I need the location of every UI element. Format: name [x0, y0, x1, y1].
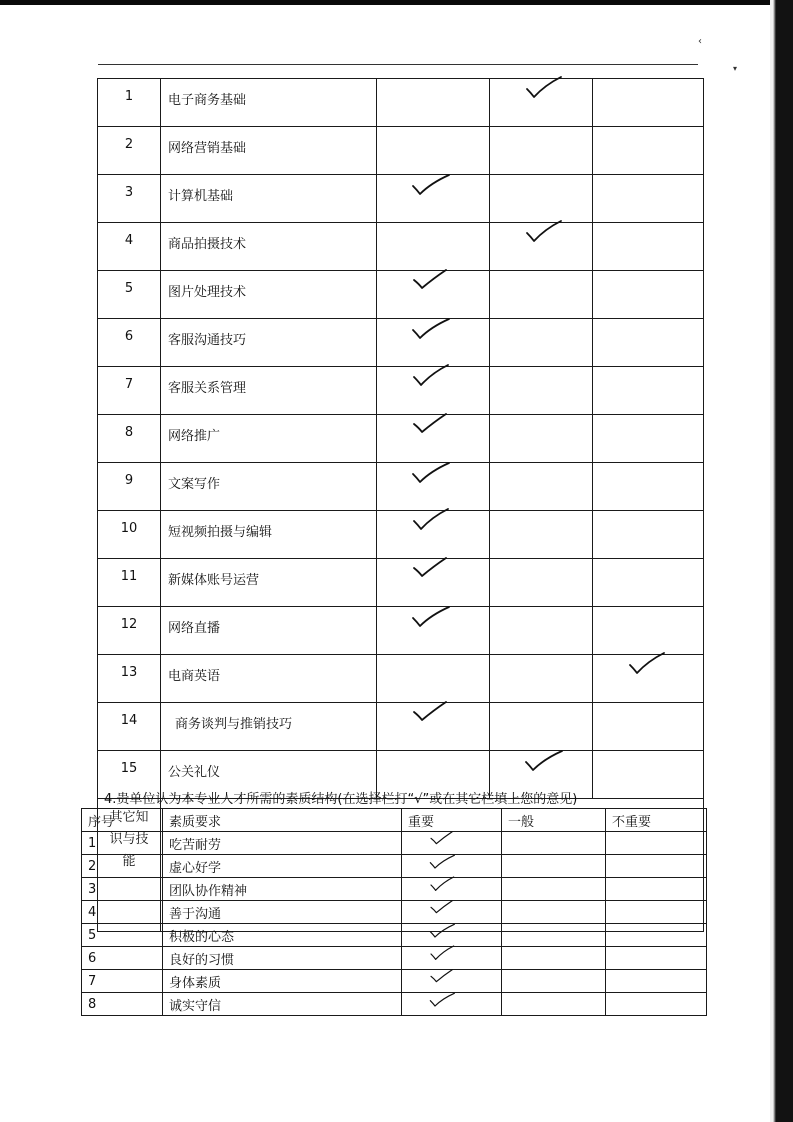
- rating-cell-general[interactable]: [490, 79, 593, 127]
- rating-cell-general[interactable]: [490, 607, 593, 655]
- rating-cell-important[interactable]: [377, 271, 490, 319]
- quality-name: 身体素质: [163, 970, 402, 993]
- rating-cell-important[interactable]: [402, 855, 502, 878]
- quality-row: [82, 855, 707, 878]
- other-label-line: 能: [122, 854, 136, 869]
- header-no: 序号: [82, 809, 163, 832]
- rating-cell-general[interactable]: [490, 415, 593, 463]
- knowledge-name: 网络营销基础: [161, 127, 377, 175]
- row-number: 6: [98, 319, 161, 367]
- row-number: 1: [98, 79, 161, 127]
- rating-cell-general[interactable]: [490, 559, 593, 607]
- rating-cell-not-important[interactable]: [593, 223, 704, 271]
- quality-name: 积极的心态: [163, 924, 402, 947]
- row-number: 13: [98, 655, 161, 703]
- rating-cell-not-important[interactable]: [606, 832, 707, 855]
- rating-cell-general[interactable]: [502, 832, 606, 855]
- scan-speck: ▾: [733, 64, 738, 73]
- knowledge-name: 计算机基础: [161, 175, 377, 223]
- knowledge-row: [98, 175, 704, 223]
- knowledge-name: 图片处理技术: [161, 271, 377, 319]
- rating-cell-not-important[interactable]: [606, 924, 707, 947]
- knowledge-name: 商品拍摄技术: [161, 223, 377, 271]
- rating-cell-important[interactable]: [377, 703, 490, 751]
- rating-cell-general[interactable]: [502, 970, 606, 993]
- header-general: 一般: [502, 809, 606, 832]
- rating-cell-not-important[interactable]: [593, 751, 704, 799]
- row-number: 1: [82, 832, 163, 855]
- row-number: 8: [82, 993, 163, 1016]
- rating-cell-important[interactable]: [402, 947, 502, 970]
- rating-cell-general[interactable]: [502, 993, 606, 1016]
- rating-cell-general[interactable]: [490, 127, 593, 175]
- knowledge-name: 客服关系管理: [161, 367, 377, 415]
- other-label-line: 其它知: [109, 810, 149, 825]
- rating-cell-not-important[interactable]: [593, 415, 704, 463]
- row-number: 9: [98, 463, 161, 511]
- knowledge-row: [98, 655, 704, 703]
- row-number: 2: [82, 855, 163, 878]
- rating-cell-not-important[interactable]: [593, 703, 704, 751]
- rating-cell-important[interactable]: [402, 901, 502, 924]
- rating-cell-not-important[interactable]: [606, 855, 707, 878]
- rating-cell-important[interactable]: [402, 832, 502, 855]
- rating-cell-general[interactable]: [490, 223, 593, 271]
- rating-cell-not-important[interactable]: [593, 463, 704, 511]
- quality-row: [82, 924, 707, 947]
- rating-cell-general[interactable]: [490, 319, 593, 367]
- quality-row: [82, 947, 707, 970]
- knowledge-row: [98, 511, 704, 559]
- rating-cell-not-important[interactable]: [606, 970, 707, 993]
- rating-cell-important[interactable]: [377, 319, 490, 367]
- rating-cell-general[interactable]: [490, 175, 593, 223]
- knowledge-row: [98, 559, 704, 607]
- scan-edge-top: [0, 0, 793, 5]
- row-number: 14: [98, 703, 161, 751]
- quality-row: [82, 878, 707, 901]
- knowledge-row: [98, 367, 704, 415]
- quality-name: 良好的习惯: [163, 947, 402, 970]
- rating-cell-general[interactable]: [502, 924, 606, 947]
- knowledge-name: 短视频拍摄与编辑: [161, 511, 377, 559]
- rating-cell-important[interactable]: [377, 655, 490, 703]
- rating-cell-not-important[interactable]: [593, 511, 704, 559]
- knowledge-name: 电商英语: [161, 655, 377, 703]
- knowledge-name: 网络直播: [161, 607, 377, 655]
- knowledge-name: 文案写作: [161, 463, 377, 511]
- rating-cell-not-important[interactable]: [593, 655, 704, 703]
- rating-cell-not-important[interactable]: [606, 878, 707, 901]
- rating-cell-not-important[interactable]: [593, 79, 704, 127]
- quality-name: 吃苦耐劳: [163, 832, 402, 855]
- rating-cell-general[interactable]: [490, 463, 593, 511]
- knowledge-row: [98, 127, 704, 175]
- rating-cell-general[interactable]: [502, 878, 606, 901]
- row-number: 12: [98, 607, 161, 655]
- rating-cell-not-important[interactable]: [606, 993, 707, 1016]
- quality-row: [82, 832, 707, 855]
- quality-row: [82, 993, 707, 1016]
- quality-table-header: [82, 809, 707, 832]
- knowledge-row: [98, 415, 704, 463]
- knowledge-row: [98, 703, 704, 751]
- knowledge-row: [98, 463, 704, 511]
- row-number: 4: [82, 901, 163, 924]
- rating-cell-important[interactable]: [402, 924, 502, 947]
- other-label-line: 识与技: [109, 832, 149, 847]
- knowledge-name: 新媒体账号运营: [161, 559, 377, 607]
- rating-cell-important[interactable]: [377, 79, 490, 127]
- rating-cell-important[interactable]: [377, 415, 490, 463]
- rating-cell-important[interactable]: [402, 878, 502, 901]
- rating-cell-not-important[interactable]: [593, 559, 704, 607]
- header-requirement: 素质要求: [163, 809, 402, 832]
- rating-cell-general[interactable]: [490, 271, 593, 319]
- rating-cell-general[interactable]: [502, 947, 606, 970]
- rating-cell-not-important[interactable]: [593, 367, 704, 415]
- rating-cell-important[interactable]: [377, 463, 490, 511]
- row-number: 5: [82, 924, 163, 947]
- header-important: 重要: [402, 809, 502, 832]
- rating-cell-important[interactable]: [402, 993, 502, 1016]
- rating-cell-general[interactable]: [490, 655, 593, 703]
- quality-name: 诚实守信: [163, 993, 402, 1016]
- rating-cell-important[interactable]: [377, 175, 490, 223]
- rating-cell-not-important[interactable]: [593, 271, 704, 319]
- row-number: 15: [98, 751, 161, 799]
- section-4-caption: 4.贵单位认为本专业人才所需的素质结构(在选择栏打“√”或在其它栏填上您的意见): [104, 792, 578, 807]
- knowledge-name: 电子商务基础: [161, 79, 377, 127]
- rating-cell-important[interactable]: [377, 223, 490, 271]
- knowledge-row: [98, 79, 704, 127]
- rating-cell-not-important[interactable]: [606, 901, 707, 924]
- rating-cell-important[interactable]: [402, 970, 502, 993]
- scan-edge-right: [770, 0, 793, 1122]
- quality-name: 虚心好学: [163, 855, 402, 878]
- quality-row: [82, 970, 707, 993]
- rating-cell-general[interactable]: [490, 703, 593, 751]
- rating-cell-important[interactable]: [377, 559, 490, 607]
- row-number: 6: [82, 947, 163, 970]
- scan-speck: ‹: [698, 36, 702, 47]
- rating-cell-general[interactable]: [502, 901, 606, 924]
- knowledge-name: 商务谈判与推销技巧: [161, 703, 377, 751]
- header-not-important: 不重要: [606, 809, 707, 832]
- row-number: 3: [82, 878, 163, 901]
- header-rule: [98, 64, 698, 65]
- row-number: 7: [82, 970, 163, 993]
- knowledge-row: [98, 607, 704, 655]
- quality-table: [81, 808, 707, 1016]
- rating-cell-important[interactable]: [377, 367, 490, 415]
- quality-row: [82, 901, 707, 924]
- row-number: 3: [98, 175, 161, 223]
- knowledge-row: [98, 223, 704, 271]
- rating-cell-important[interactable]: [377, 127, 490, 175]
- rating-cell-general[interactable]: [502, 855, 606, 878]
- knowledge-row: [98, 271, 704, 319]
- quality-name: 善于沟通: [163, 901, 402, 924]
- quality-name: 团队协作精神: [163, 878, 402, 901]
- knowledge-name: 网络推广: [161, 415, 377, 463]
- knowledge-name: 公关礼仪: [161, 751, 377, 799]
- rating-cell-important[interactable]: [377, 607, 490, 655]
- row-number: 7: [98, 367, 161, 415]
- row-number: 10: [98, 511, 161, 559]
- knowledge-row: [98, 319, 704, 367]
- rating-cell-not-important[interactable]: [593, 319, 704, 367]
- row-number: 11: [98, 559, 161, 607]
- rating-cell-not-important[interactable]: [593, 127, 704, 175]
- rating-cell-not-important[interactable]: [606, 947, 707, 970]
- rating-cell-not-important[interactable]: [593, 607, 704, 655]
- rating-cell-important[interactable]: [377, 511, 490, 559]
- row-number: 2: [98, 127, 161, 175]
- row-number: 4: [98, 223, 161, 271]
- row-number: 5: [98, 271, 161, 319]
- row-number: 8: [98, 415, 161, 463]
- knowledge-name: 客服沟通技巧: [161, 319, 377, 367]
- rating-cell-general[interactable]: [490, 511, 593, 559]
- rating-cell-not-important[interactable]: [593, 175, 704, 223]
- rating-cell-general[interactable]: [490, 367, 593, 415]
